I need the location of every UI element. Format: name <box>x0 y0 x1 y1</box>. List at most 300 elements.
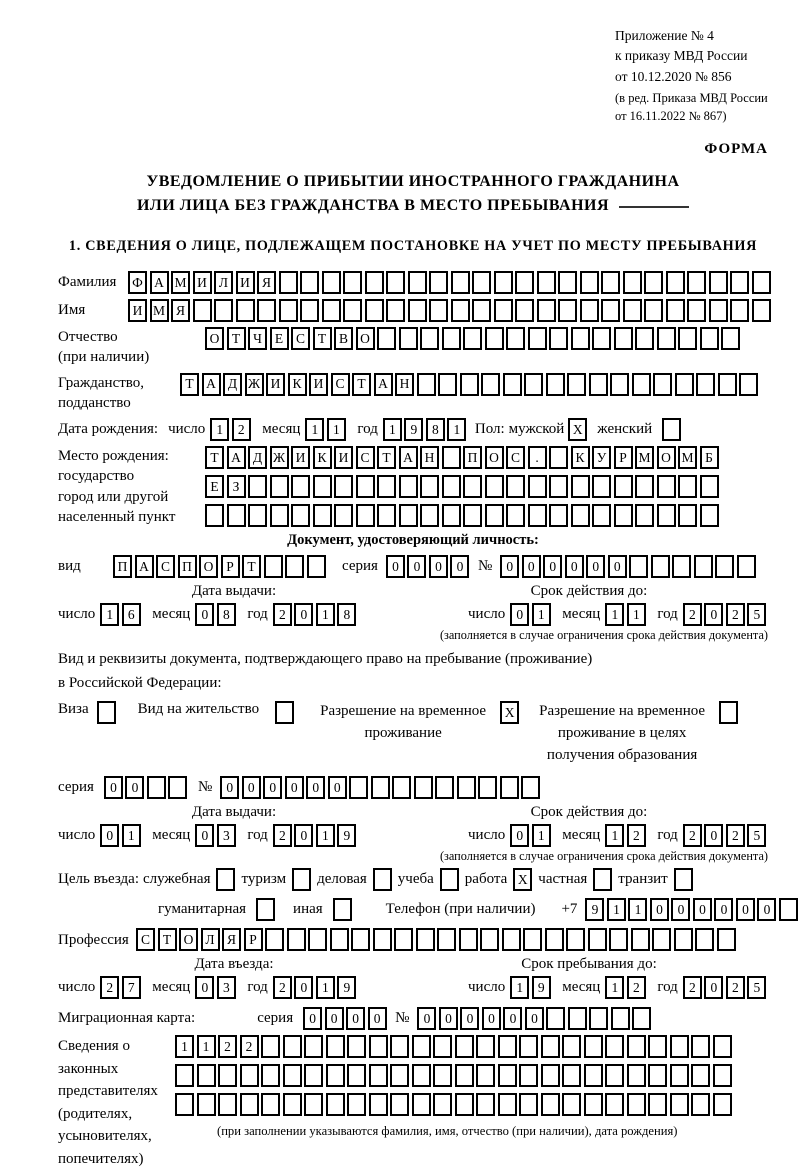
char-cell[interactable]: Р <box>244 928 263 951</box>
char-cell[interactable]: О <box>205 327 224 350</box>
char-cell[interactable] <box>519 1064 538 1087</box>
char-cell[interactable]: 0 <box>346 1007 365 1030</box>
char-cell[interactable] <box>721 327 740 350</box>
char-cell[interactable] <box>304 1064 323 1087</box>
char-cell[interactable]: 7 <box>122 976 141 999</box>
char-cell[interactable]: 9 <box>585 898 604 921</box>
char-cell[interactable] <box>519 1093 538 1116</box>
char-cell[interactable] <box>416 928 435 951</box>
char-cell[interactable] <box>627 1064 646 1087</box>
char-cell[interactable] <box>717 928 736 951</box>
char-cell[interactable]: С <box>356 446 375 469</box>
char-cell[interactable] <box>322 299 341 322</box>
char-cell[interactable]: 0 <box>429 555 448 578</box>
char-cell[interactable] <box>369 1035 388 1058</box>
char-cell[interactable] <box>672 555 691 578</box>
char-cell[interactable] <box>718 373 737 396</box>
char-cell[interactable] <box>485 475 504 498</box>
char-cell[interactable] <box>498 1093 517 1116</box>
char-cell[interactable] <box>326 1064 345 1087</box>
char-cell[interactable] <box>377 475 396 498</box>
char-cell[interactable]: 8 <box>426 418 445 441</box>
char-cell[interactable] <box>694 555 713 578</box>
char-cell[interactable]: 0 <box>704 824 723 847</box>
char-cell[interactable] <box>546 1007 565 1030</box>
char-cell[interactable] <box>265 928 284 951</box>
char-cell[interactable]: 1 <box>197 1035 216 1058</box>
char-cell[interactable]: 0 <box>482 1007 501 1030</box>
char-cell[interactable] <box>713 1093 732 1116</box>
char-cell[interactable]: П <box>178 555 197 578</box>
char-cell[interactable] <box>399 504 418 527</box>
char-cell[interactable] <box>549 475 568 498</box>
char-cell[interactable] <box>503 373 522 396</box>
char-cell[interactable] <box>218 1093 237 1116</box>
char-cell[interactable] <box>197 1093 216 1116</box>
char-cell[interactable]: 0 <box>671 898 690 921</box>
char-cell[interactable] <box>476 1035 495 1058</box>
char-cell[interactable] <box>592 475 611 498</box>
char-cell[interactable]: 0 <box>325 1007 344 1030</box>
char-cell[interactable]: 0 <box>195 976 214 999</box>
char-cell[interactable] <box>601 271 620 294</box>
char-cell[interactable] <box>390 1064 409 1087</box>
char-cell[interactable]: 0 <box>543 555 562 578</box>
char-cell[interactable] <box>652 928 671 951</box>
char-cell[interactable]: 0 <box>704 603 723 626</box>
char-cell[interactable]: 1 <box>210 418 229 441</box>
char-cell[interactable] <box>558 271 577 294</box>
char-cell[interactable]: И <box>291 446 310 469</box>
char-cell[interactable] <box>308 928 327 951</box>
char-cell[interactable]: 2 <box>726 824 745 847</box>
char-cell[interactable]: Т <box>227 327 246 350</box>
char-cell[interactable] <box>433 1093 452 1116</box>
char-cell[interactable] <box>279 299 298 322</box>
char-cell[interactable] <box>420 475 439 498</box>
char-cell[interactable]: 0 <box>450 555 469 578</box>
char-cell[interactable]: . <box>528 446 547 469</box>
char-cell[interactable] <box>653 373 672 396</box>
char-cell[interactable]: 0 <box>417 1007 436 1030</box>
char-cell[interactable] <box>291 504 310 527</box>
char-cell[interactable] <box>541 1035 560 1058</box>
char-cell[interactable]: 1 <box>607 898 626 921</box>
char-cell[interactable] <box>666 271 685 294</box>
char-cell[interactable]: 2 <box>273 603 292 626</box>
char-cell[interactable] <box>562 1035 581 1058</box>
char-cell[interactable] <box>674 928 693 951</box>
char-cell[interactable]: И <box>309 373 328 396</box>
char-cell[interactable] <box>691 1035 710 1058</box>
char-cell[interactable]: 1 <box>305 418 324 441</box>
char-cell[interactable] <box>592 504 611 527</box>
char-cell[interactable]: М <box>678 446 697 469</box>
purpose-tourism-checkbox[interactable] <box>292 868 311 891</box>
char-cell[interactable] <box>589 373 608 396</box>
char-cell[interactable]: 1 <box>510 976 529 999</box>
char-cell[interactable] <box>478 776 497 799</box>
char-cell[interactable] <box>442 475 461 498</box>
char-cell[interactable] <box>524 373 543 396</box>
char-cell[interactable] <box>377 504 396 527</box>
char-cell[interactable]: 1 <box>316 603 335 626</box>
char-cell[interactable] <box>644 271 663 294</box>
char-cell[interactable] <box>648 1035 667 1058</box>
char-cell[interactable] <box>420 327 439 350</box>
char-cell[interactable] <box>623 271 642 294</box>
char-cell[interactable] <box>394 928 413 951</box>
char-cell[interactable]: Р <box>221 555 240 578</box>
char-cell[interactable]: А <box>227 446 246 469</box>
char-cell[interactable]: 1 <box>122 824 141 847</box>
char-cell[interactable]: Ф <box>128 271 147 294</box>
char-cell[interactable] <box>476 1093 495 1116</box>
purpose-private-checkbox[interactable] <box>593 868 612 891</box>
char-cell[interactable] <box>369 1064 388 1087</box>
char-cell[interactable]: 5 <box>747 976 766 999</box>
char-cell[interactable] <box>369 1093 388 1116</box>
char-cell[interactable] <box>558 299 577 322</box>
char-cell[interactable] <box>498 1035 517 1058</box>
char-cell[interactable]: А <box>202 373 221 396</box>
char-cell[interactable] <box>494 271 513 294</box>
char-cell[interactable]: О <box>657 446 676 469</box>
char-cell[interactable]: 6 <box>122 603 141 626</box>
char-cell[interactable] <box>523 928 542 951</box>
char-cell[interactable]: В <box>334 327 353 350</box>
purpose-study-checkbox[interactable] <box>440 868 459 891</box>
char-cell[interactable]: 0 <box>328 776 347 799</box>
char-cell[interactable] <box>197 1064 216 1087</box>
char-cell[interactable] <box>442 446 461 469</box>
char-cell[interactable] <box>248 475 267 498</box>
char-cell[interactable]: 1 <box>316 976 335 999</box>
char-cell[interactable]: 0 <box>650 898 669 921</box>
char-cell[interactable]: 1 <box>316 824 335 847</box>
char-cell[interactable] <box>675 373 694 396</box>
char-cell[interactable] <box>713 1064 732 1087</box>
char-cell[interactable]: Ж <box>270 446 289 469</box>
char-cell[interactable] <box>283 1093 302 1116</box>
char-cell[interactable]: 2 <box>726 976 745 999</box>
char-cell[interactable]: 2 <box>683 603 702 626</box>
char-cell[interactable]: 0 <box>368 1007 387 1030</box>
char-cell[interactable] <box>623 299 642 322</box>
char-cell[interactable] <box>457 776 476 799</box>
char-cell[interactable]: 3 <box>217 976 236 999</box>
char-cell[interactable] <box>270 475 289 498</box>
char-cell[interactable] <box>451 271 470 294</box>
char-cell[interactable] <box>670 1035 689 1058</box>
char-cell[interactable]: 0 <box>736 898 755 921</box>
char-cell[interactable] <box>283 1064 302 1087</box>
char-cell[interactable] <box>472 299 491 322</box>
char-cell[interactable] <box>709 271 728 294</box>
char-cell[interactable] <box>300 299 319 322</box>
char-cell[interactable] <box>412 1093 431 1116</box>
char-cell[interactable]: 1 <box>605 824 624 847</box>
char-cell[interactable] <box>562 1064 581 1087</box>
char-cell[interactable] <box>236 299 255 322</box>
char-cell[interactable]: 2 <box>627 824 646 847</box>
char-cell[interactable] <box>601 299 620 322</box>
char-cell[interactable] <box>279 271 298 294</box>
char-cell[interactable] <box>687 271 706 294</box>
education-residence-checkbox[interactable] <box>719 701 738 724</box>
char-cell[interactable]: М <box>635 446 654 469</box>
char-cell[interactable]: 1 <box>327 418 346 441</box>
char-cell[interactable] <box>614 475 633 498</box>
char-cell[interactable] <box>696 373 715 396</box>
char-cell[interactable]: 0 <box>195 603 214 626</box>
char-cell[interactable]: 0 <box>125 776 144 799</box>
char-cell[interactable]: К <box>571 446 590 469</box>
char-cell[interactable] <box>541 1064 560 1087</box>
char-cell[interactable] <box>549 446 568 469</box>
char-cell[interactable] <box>657 475 676 498</box>
char-cell[interactable] <box>373 928 392 951</box>
char-cell[interactable] <box>644 299 663 322</box>
char-cell[interactable] <box>592 327 611 350</box>
char-cell[interactable]: 0 <box>195 824 214 847</box>
char-cell[interactable] <box>399 475 418 498</box>
char-cell[interactable] <box>343 299 362 322</box>
char-cell[interactable] <box>651 555 670 578</box>
char-cell[interactable] <box>610 373 629 396</box>
char-cell[interactable] <box>614 327 633 350</box>
char-cell[interactable] <box>257 299 276 322</box>
char-cell[interactable] <box>678 475 697 498</box>
purpose-commercial-checkbox[interactable] <box>373 868 392 891</box>
char-cell[interactable]: 2 <box>273 976 292 999</box>
char-cell[interactable]: 2 <box>273 824 292 847</box>
char-cell[interactable] <box>709 299 728 322</box>
char-cell[interactable] <box>175 1093 194 1116</box>
char-cell[interactable] <box>715 555 734 578</box>
char-cell[interactable]: 0 <box>285 776 304 799</box>
char-cell[interactable]: 9 <box>337 976 356 999</box>
char-cell[interactable] <box>420 504 439 527</box>
char-cell[interactable]: 1 <box>175 1035 194 1058</box>
char-cell[interactable]: 0 <box>522 555 541 578</box>
residence-permit-checkbox[interactable] <box>275 701 294 724</box>
char-cell[interactable]: Т <box>158 928 177 951</box>
char-cell[interactable]: А <box>399 446 418 469</box>
char-cell[interactable]: 1 <box>383 418 402 441</box>
char-cell[interactable] <box>605 1093 624 1116</box>
char-cell[interactable] <box>326 1035 345 1058</box>
char-cell[interactable] <box>519 1035 538 1058</box>
char-cell[interactable]: У <box>592 446 611 469</box>
char-cell[interactable] <box>326 1093 345 1116</box>
char-cell[interactable]: И <box>193 271 212 294</box>
char-cell[interactable] <box>451 299 470 322</box>
purpose-transit-checkbox[interactable] <box>674 868 693 891</box>
char-cell[interactable] <box>687 299 706 322</box>
char-cell[interactable] <box>713 1035 732 1058</box>
char-cell[interactable] <box>631 928 650 951</box>
char-cell[interactable]: 0 <box>525 1007 544 1030</box>
char-cell[interactable]: 2 <box>627 976 646 999</box>
char-cell[interactable] <box>506 504 525 527</box>
char-cell[interactable] <box>657 327 676 350</box>
char-cell[interactable]: 0 <box>565 555 584 578</box>
char-cell[interactable] <box>455 1093 474 1116</box>
char-cell[interactable] <box>506 327 525 350</box>
char-cell[interactable] <box>412 1064 431 1087</box>
char-cell[interactable]: А <box>150 271 169 294</box>
char-cell[interactable] <box>459 928 478 951</box>
char-cell[interactable] <box>412 1035 431 1058</box>
char-cell[interactable] <box>779 898 798 921</box>
char-cell[interactable] <box>498 1064 517 1087</box>
char-cell[interactable]: 2 <box>683 824 702 847</box>
char-cell[interactable] <box>347 1035 366 1058</box>
char-cell[interactable]: 0 <box>510 603 529 626</box>
char-cell[interactable] <box>580 271 599 294</box>
char-cell[interactable] <box>356 475 375 498</box>
char-cell[interactable] <box>322 271 341 294</box>
purpose-work-checkbox[interactable]: X <box>513 868 532 891</box>
char-cell[interactable] <box>515 299 534 322</box>
char-cell[interactable] <box>528 327 547 350</box>
char-cell[interactable] <box>584 1035 603 1058</box>
char-cell[interactable]: П <box>463 446 482 469</box>
char-cell[interactable] <box>313 475 332 498</box>
char-cell[interactable] <box>571 475 590 498</box>
char-cell[interactable] <box>500 776 519 799</box>
char-cell[interactable] <box>752 299 771 322</box>
char-cell[interactable] <box>356 504 375 527</box>
char-cell[interactable] <box>739 373 758 396</box>
char-cell[interactable] <box>730 271 749 294</box>
char-cell[interactable] <box>463 504 482 527</box>
sex-female-checkbox[interactable] <box>662 418 681 441</box>
char-cell[interactable]: 0 <box>503 1007 522 1030</box>
char-cell[interactable]: 2 <box>240 1035 259 1058</box>
char-cell[interactable] <box>463 327 482 350</box>
char-cell[interactable]: О <box>356 327 375 350</box>
char-cell[interactable] <box>240 1093 259 1116</box>
char-cell[interactable] <box>460 373 479 396</box>
char-cell[interactable]: И <box>236 271 255 294</box>
char-cell[interactable] <box>666 299 685 322</box>
char-cell[interactable] <box>307 555 326 578</box>
char-cell[interactable]: 0 <box>460 1007 479 1030</box>
char-cell[interactable] <box>386 271 405 294</box>
char-cell[interactable]: 2 <box>218 1035 237 1058</box>
char-cell[interactable] <box>700 475 719 498</box>
char-cell[interactable]: 5 <box>747 824 766 847</box>
char-cell[interactable] <box>214 299 233 322</box>
char-cell[interactable] <box>347 1093 366 1116</box>
char-cell[interactable] <box>433 1064 452 1087</box>
char-cell[interactable] <box>627 1093 646 1116</box>
char-cell[interactable] <box>285 555 304 578</box>
char-cell[interactable] <box>408 271 427 294</box>
char-cell[interactable] <box>248 504 267 527</box>
char-cell[interactable] <box>537 271 556 294</box>
char-cell[interactable]: Т <box>180 373 199 396</box>
char-cell[interactable]: А <box>135 555 154 578</box>
char-cell[interactable] <box>270 504 289 527</box>
char-cell[interactable] <box>442 504 461 527</box>
char-cell[interactable]: 2 <box>232 418 251 441</box>
char-cell[interactable]: И <box>128 299 147 322</box>
char-cell[interactable]: 9 <box>337 824 356 847</box>
char-cell[interactable] <box>386 299 405 322</box>
char-cell[interactable] <box>365 299 384 322</box>
char-cell[interactable]: Д <box>248 446 267 469</box>
char-cell[interactable] <box>737 555 756 578</box>
char-cell[interactable]: Т <box>313 327 332 350</box>
char-cell[interactable]: 0 <box>510 824 529 847</box>
char-cell[interactable]: С <box>506 446 525 469</box>
char-cell[interactable] <box>438 373 457 396</box>
char-cell[interactable]: 0 <box>100 824 119 847</box>
visa-checkbox[interactable] <box>97 701 116 724</box>
char-cell[interactable] <box>417 373 436 396</box>
char-cell[interactable]: 0 <box>439 1007 458 1030</box>
char-cell[interactable]: 0 <box>757 898 776 921</box>
char-cell[interactable]: С <box>156 555 175 578</box>
char-cell[interactable]: Н <box>395 373 414 396</box>
char-cell[interactable]: 0 <box>386 555 405 578</box>
char-cell[interactable] <box>485 504 504 527</box>
char-cell[interactable] <box>528 475 547 498</box>
char-cell[interactable] <box>567 373 586 396</box>
purpose-humanitarian-checkbox[interactable] <box>256 898 275 921</box>
char-cell[interactable] <box>657 504 676 527</box>
char-cell[interactable] <box>584 1093 603 1116</box>
char-cell[interactable]: 0 <box>220 776 239 799</box>
char-cell[interactable] <box>168 776 187 799</box>
char-cell[interactable] <box>632 1007 651 1030</box>
char-cell[interactable] <box>571 327 590 350</box>
char-cell[interactable] <box>568 1007 587 1030</box>
char-cell[interactable]: Ч <box>248 327 267 350</box>
char-cell[interactable]: К <box>288 373 307 396</box>
char-cell[interactable]: 0 <box>294 603 313 626</box>
char-cell[interactable]: Д <box>223 373 242 396</box>
char-cell[interactable] <box>635 504 654 527</box>
char-cell[interactable] <box>700 504 719 527</box>
char-cell[interactable]: 0 <box>608 555 627 578</box>
char-cell[interactable]: П <box>113 555 132 578</box>
char-cell[interactable] <box>571 504 590 527</box>
char-cell[interactable] <box>287 928 306 951</box>
char-cell[interactable] <box>476 1064 495 1087</box>
char-cell[interactable]: 1 <box>100 603 119 626</box>
char-cell[interactable] <box>365 271 384 294</box>
char-cell[interactable] <box>635 475 654 498</box>
char-cell[interactable] <box>521 776 540 799</box>
char-cell[interactable]: М <box>171 271 190 294</box>
char-cell[interactable]: 0 <box>306 776 325 799</box>
char-cell[interactable] <box>485 327 504 350</box>
char-cell[interactable] <box>437 928 456 951</box>
char-cell[interactable] <box>670 1093 689 1116</box>
char-cell[interactable] <box>481 373 500 396</box>
char-cell[interactable] <box>632 373 651 396</box>
char-cell[interactable]: 1 <box>605 976 624 999</box>
char-cell[interactable] <box>691 1064 710 1087</box>
char-cell[interactable] <box>433 1035 452 1058</box>
char-cell[interactable] <box>351 928 370 951</box>
char-cell[interactable]: Т <box>377 446 396 469</box>
char-cell[interactable] <box>175 1064 194 1087</box>
